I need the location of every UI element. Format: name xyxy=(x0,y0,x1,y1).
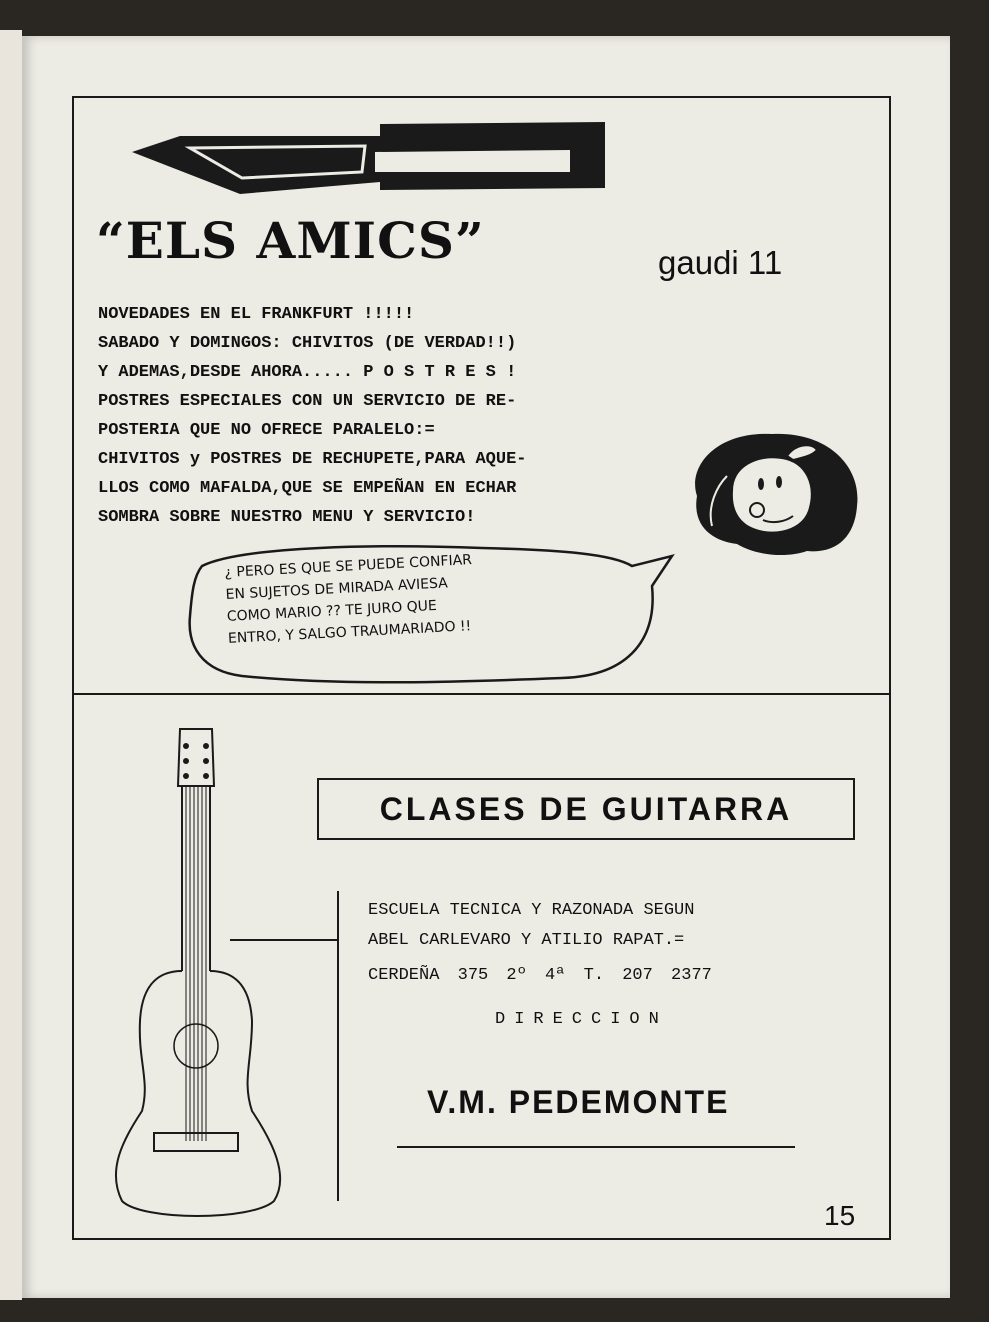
school-address: CERDEÑA 375 2º 4ª T. 207 2377 xyxy=(368,966,712,985)
guitar-illustration xyxy=(102,721,302,1221)
bubble-line: ¿ PERO ES QUE SE PUEDE CONFIAR xyxy=(224,552,473,581)
director-name: V.M. PEDEMONTE xyxy=(427,1084,730,1120)
ad-notice xyxy=(98,300,526,532)
guitar-class-box xyxy=(317,778,855,840)
ad-title: “ELS AMICS” xyxy=(96,211,485,270)
school-line: ABEL CARLEVARO Y ATILIO RAPAT.= xyxy=(368,931,685,950)
magazine-page xyxy=(22,36,950,1298)
direction-label: DIRECCION xyxy=(495,1010,668,1029)
notice-line: SOMBRA SOBRE NUESTRO MENU Y SERVICIO! xyxy=(98,508,476,527)
page-number: 15 xyxy=(824,1200,856,1231)
notice-line: POSTERIA QUE NO OFRECE PARALELO:= xyxy=(98,421,435,440)
notice-line: LLOS COMO MAFALDA,QUE SE EMPEÑAN EN ECHAR xyxy=(98,479,517,498)
signature-rule xyxy=(397,1146,795,1148)
knife-icon xyxy=(130,116,610,196)
notice-line: Y ADEMAS,DESDE AHORA..... P O S T R E S ! xyxy=(98,363,517,382)
mafalda-illustration xyxy=(677,426,867,561)
school-description xyxy=(368,896,694,956)
speech-bubble-text xyxy=(224,549,476,650)
previous-page-edge xyxy=(0,30,22,1300)
ad-vertical-rule xyxy=(337,891,339,1201)
school-line: ESCUELA TECNICA Y RAZONADA SEGUN xyxy=(368,901,695,920)
ad-connector-rule xyxy=(230,939,338,941)
notice-line: NOVEDADES EN EL FRANKFURT !!!!! xyxy=(98,305,415,324)
bubble-line: COMO MARIO ?? TE JURO QUE xyxy=(226,597,438,625)
guitar-class-title: CLASES DE GUITARRA xyxy=(379,791,793,827)
bubble-line: EN SUJETOS DE MIRADA AVIESA xyxy=(225,575,449,603)
notice-line: SABADO Y DOMINGOS: CHIVITOS (DE VERDAD!!) xyxy=(98,334,517,353)
notice-line: POSTRES ESPECIALES CON UN SERVICIO DE RE- xyxy=(98,392,517,411)
bubble-line: ENTRO, Y SALGO TRAUMARIADO !! xyxy=(227,618,472,647)
ad-address: gaudi 11 xyxy=(658,244,783,281)
notice-line: CHIVITOS y POSTRES DE RECHUPETE,PARA AQUE- xyxy=(98,450,527,469)
